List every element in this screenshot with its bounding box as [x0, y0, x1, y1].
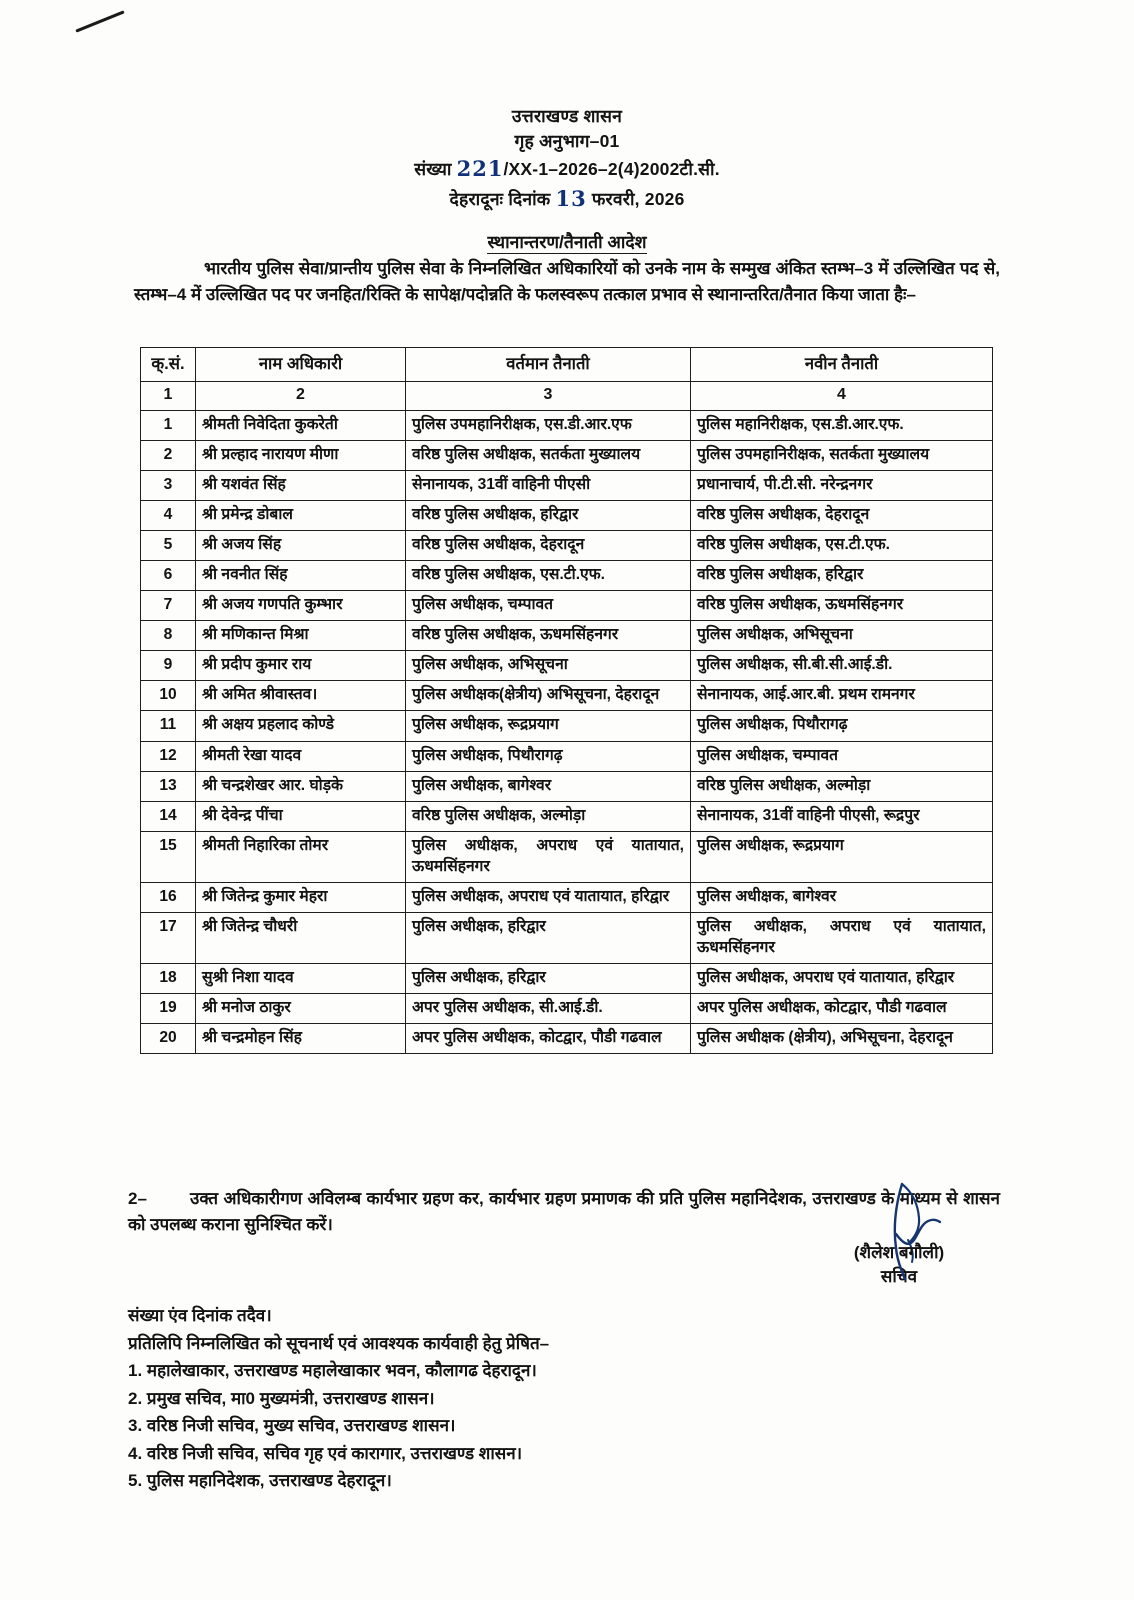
copy-forwarded-line: प्रतिलिपि निम्नलिखित को सूचनार्थ एवं आवश्यक कार्यवाही हेतु प्रेषित–	[128, 1333, 550, 1353]
cell-current-posting: पुलिस अधीक्षक, अभिसूचना	[406, 651, 691, 681]
cell-current-posting: अपर पुलिस अधीक्षक, सी.आई.डी.	[406, 993, 691, 1023]
cell-current-posting: पुलिस अधीक्षक(क्षेत्रीय) अभिसूचना, देहरादून	[406, 681, 691, 711]
table-row	[141, 993, 993, 1023]
cell-officer-name: श्रीमती रेखा यादव	[196, 741, 406, 771]
table-header	[141, 348, 993, 411]
cell-serial: 20	[141, 1023, 196, 1053]
cell-current-posting: पुलिस अधीक्षक, बागेश्वर	[406, 771, 691, 801]
cell-new-posting: सेनानायक, 31वीं वाहिनी पीएसी, रूद्रपुर	[691, 801, 993, 831]
signatory-name: (शैलेश बगौली)	[853, 1243, 945, 1262]
recipient-item: 1. महालेखाकार, उत्तराखण्ड महालेखाकार भवन, कौलागढ देहरादून।	[128, 1361, 537, 1381]
cell-new-posting: वरिष्ठ पुलिस अधीक्षक, अल्मोड़ा	[691, 771, 993, 801]
cell-officer-name: श्री यशवंत सिंह	[196, 471, 406, 501]
cell-serial: 5	[141, 531, 196, 561]
recipient-item: 5. पुलिस महानिदेशक, उत्तराखण्ड देहरादून।	[128, 1471, 392, 1491]
table-body	[141, 410, 993, 1053]
header-serial: क्.सं.	[141, 348, 196, 382]
table-column-number-row	[141, 382, 993, 411]
table-row	[141, 831, 993, 882]
cell-current-posting: वरिष्ठ पुलिस अधीक्षक, एस.टी.एफ.	[406, 561, 691, 591]
recipient-item: 4. वरिष्ठ निजी सचिव, सचिव गृह एवं कारागार, उत्तराखण्ड शासन।	[128, 1443, 523, 1463]
cell-officer-name: श्रीमती निवेदिता कुकरेती	[196, 410, 406, 440]
cell-serial: 8	[141, 621, 196, 651]
reference-number-line	[0, 154, 1134, 184]
table-row	[141, 741, 993, 771]
table-row	[141, 441, 993, 471]
cell-new-posting: वरिष्ठ पुलिस अधीक्षक, ऊधमसिंहनगर	[691, 591, 993, 621]
cell-officer-name: सुश्री निशा यादव	[196, 963, 406, 993]
cell-new-posting: पुलिस अधीक्षक, अभिसूचना	[691, 621, 993, 651]
document-header	[0, 104, 1134, 213]
cell-officer-name: श्री अजय सिंह	[196, 531, 406, 561]
cell-new-posting: वरिष्ठ पुलिस अधीक्षक, हरिद्वार	[691, 561, 993, 591]
cell-officer-name: श्री चन्द्रशेखर आर. घोड़के	[196, 771, 406, 801]
order-title-text: स्थानान्तरण/तैनाती आदेश	[487, 232, 647, 252]
cell-serial: 4	[141, 501, 196, 531]
table-row	[141, 912, 993, 963]
column-number-3: 3	[406, 382, 691, 411]
same-number-date-line: संख्या एंव दिनांक तदैव।	[128, 1306, 272, 1325]
table-row	[141, 771, 993, 801]
table-row	[141, 681, 993, 711]
column-number-1: 1	[141, 382, 196, 411]
cell-officer-name: श्री प्रल्हाद नारायण मीणा	[196, 441, 406, 471]
date-handwritten: 13	[555, 185, 587, 211]
cell-new-posting: पुलिस महानिरीक्षक, एस.डी.आर.एफ.	[691, 410, 993, 440]
table-row	[141, 801, 993, 831]
cell-serial: 15	[141, 831, 196, 882]
number-rest: /XX-1–2026–2(4)2002टी.सी.	[503, 158, 720, 179]
cell-current-posting: पुलिस अधीक्षक, अपराध एवं यातायात, हरिद्वार	[406, 882, 691, 912]
cell-officer-name: श्री जितेन्द्र कुमार मेहरा	[196, 882, 406, 912]
cell-serial: 16	[141, 882, 196, 912]
cell-officer-name: श्री मणिकान्त मिश्रा	[196, 621, 406, 651]
cell-serial: 6	[141, 561, 196, 591]
number-handwritten: 221	[456, 155, 504, 181]
cell-current-posting: पुलिस उपमहानिरीक्षक, एस.डी.आर.एफ	[406, 410, 691, 440]
cell-officer-name: श्री देवेन्द्र पींचा	[196, 801, 406, 831]
header-officer-name: नाम अधिकारी	[196, 348, 406, 382]
cell-current-posting: अपर पुलिस अधीक्षक, कोटद्वार, पौडी गढवाल	[406, 1023, 691, 1053]
number-label: संख्या	[414, 158, 452, 179]
cell-new-posting: वरिष्ठ पुलिस अधीक्षक, देहरादून	[691, 501, 993, 531]
cell-new-posting: अपर पुलिस अधीक्षक, कोटद्वार, पौडी गढवाल	[691, 993, 993, 1023]
transfer-posting-table	[140, 347, 993, 1054]
cell-current-posting: पुलिस अधीक्षक, हरिद्वार	[406, 963, 691, 993]
cell-current-posting: वरिष्ठ पुलिस अधीक्षक, हरिद्वार	[406, 501, 691, 531]
clause-2-marker: 2–	[128, 1189, 147, 1208]
cell-new-posting: पुलिस अधीक्षक, बागेश्वर	[691, 882, 993, 912]
cell-current-posting: पुलिस अधीक्षक, रूद्रप्रयाग	[406, 711, 691, 741]
cell-new-posting: पुलिस अधीक्षक, चम्पावत	[691, 741, 993, 771]
table-row	[141, 471, 993, 501]
cell-new-posting: वरिष्ठ पुलिस अधीक्षक, एस.टी.एफ.	[691, 531, 993, 561]
header-current-posting: वर्तमान तैनाती	[406, 348, 691, 382]
column-number-2: 2	[196, 382, 406, 411]
table-row	[141, 1023, 993, 1053]
cell-current-posting: सेनानायक, 31वीं वाहिनी पीएसी	[406, 471, 691, 501]
cell-current-posting: वरिष्ठ पुलिस अधीक्षक, सतर्कता मुख्यालय	[406, 441, 691, 471]
table-row	[141, 711, 993, 741]
order-title	[0, 230, 1134, 254]
cell-new-posting: प्रधानाचार्य, पी.टी.सी. नरेन्द्रनगर	[691, 471, 993, 501]
cell-serial: 18	[141, 963, 196, 993]
table-row	[141, 501, 993, 531]
table-header-row	[141, 348, 993, 382]
organization-name: उत्तराखण्ड शासन	[511, 106, 623, 126]
table-row	[141, 963, 993, 993]
table-row	[141, 591, 993, 621]
cell-new-posting: पुलिस अधीक्षक, रूद्रप्रयाग	[691, 831, 993, 882]
cell-serial: 11	[141, 711, 196, 741]
cell-current-posting: पुलिस अधीक्षक, चम्पावत	[406, 591, 691, 621]
cell-serial: 2	[141, 441, 196, 471]
intro-paragraph: भारतीय पुलिस सेवा/प्रान्तीय पुलिस सेवा के निम्नलिखित अधिकारियों को उनके नाम के सम्मुख अंकित स्तम्भ–3 में उल्लिखित पद से, स्तम्भ–4 में उल्लिखित पद पर जनहित/रिक्ति के सापेक्ष/पदोन्नति के फलस्वरूप तत्काल प्रभाव से स्थानान्तरित/तैनात किया जाता हैः–	[134, 259, 1000, 304]
cell-new-posting: पुलिस अधीक्षक (क्षेत्रीय), अभिसूचना, देहरादून	[691, 1023, 993, 1053]
clause-2-paragraph	[128, 1186, 1000, 1237]
cell-serial: 19	[141, 993, 196, 1023]
clause-2-text: उक्त अधिकारीगण अविलम्ब कार्यभार ग्रहण कर, कार्यभार ग्रहण प्रमाणक की प्रति पुलिस महानिदेशक, उत्तराखण्ड के माध्यम से शासन को उपलब्ध कराना सुनिश्चित करें।	[128, 1189, 1000, 1234]
cell-officer-name: श्री प्रदीप कुमार राय	[196, 651, 406, 681]
column-number-4: 4	[691, 382, 993, 411]
cell-new-posting: पुलिस अधीक्षक, अपराध एवं यातायात, ऊधमसिंहनगर	[691, 912, 993, 963]
cell-current-posting: वरिष्ठ पुलिस अधीक्षक, ऊधमसिंहनगर	[406, 621, 691, 651]
recipient-item: 2. प्रमुख सचिव, मा0 मुख्यमंत्री, उत्तराखण्ड शासन।	[128, 1388, 435, 1408]
cell-officer-name: श्री प्रमेन्द्र डोबाल	[196, 501, 406, 531]
table-row	[141, 651, 993, 681]
table-row	[141, 882, 993, 912]
cell-serial: 10	[141, 681, 196, 711]
cell-serial: 13	[141, 771, 196, 801]
cell-officer-name: श्रीमती निहारिका तोमर	[196, 831, 406, 882]
department-section: गृह अनुभाग–01	[514, 130, 620, 151]
table-row	[141, 621, 993, 651]
cell-current-posting: वरिष्ठ पुलिस अधीक्षक, देहरादून	[406, 531, 691, 561]
date-rest: फरवरी, 2026	[591, 188, 685, 209]
cell-new-posting: पुलिस अधीक्षक, पिथौरागढ़	[691, 711, 993, 741]
cell-serial: 14	[141, 801, 196, 831]
cell-current-posting: पुलिस अधीक्षक, पिथौरागढ़	[406, 741, 691, 771]
place-date-line	[0, 184, 1134, 214]
copy-distribution-block	[128, 1302, 888, 1495]
cell-current-posting: पुलिस अधीक्षक, अपराध एवं यातायात, ऊधमसिंहनगर	[406, 831, 691, 882]
cell-serial: 3	[141, 471, 196, 501]
cell-serial: 9	[141, 651, 196, 681]
cell-officer-name: श्री नवनीत सिंह	[196, 561, 406, 591]
cell-officer-name: श्री अक्षय प्रहलाद कोण्डे	[196, 711, 406, 741]
cell-officer-name: श्री अजय गणपति कुम्भार	[196, 591, 406, 621]
signatory-designation: सचिव	[880, 1267, 918, 1286]
place-date-label: देहरादूनः दिनांक	[449, 188, 551, 209]
cell-serial: 12	[141, 741, 196, 771]
cell-new-posting: सेनानायक, आई.आर.बी. प्रथम रामनगर	[691, 681, 993, 711]
cell-officer-name: श्री चन्द्रमोहन सिंह	[196, 1023, 406, 1053]
table-row	[141, 410, 993, 440]
recipient-item: 3. वरिष्ठ निजी सचिव, मुख्य सचिव, उत्तराखण्ड शासन।	[128, 1416, 456, 1436]
cell-officer-name: श्री मनोज ठाकुर	[196, 993, 406, 1023]
table-row	[141, 561, 993, 591]
signature-block	[784, 1240, 1014, 1287]
cell-serial: 17	[141, 912, 196, 963]
cell-serial: 1	[141, 410, 196, 440]
cell-current-posting: वरिष्ठ पुलिस अधीक्षक, अल्मोड़ा	[406, 801, 691, 831]
header-new-posting: नवीन तैनाती	[691, 348, 993, 382]
cell-officer-name: श्री जितेन्द्र चौधरी	[196, 912, 406, 963]
cell-officer-name: श्री अमित श्रीवास्तव।	[196, 681, 406, 711]
cell-new-posting: पुलिस अधीक्षक, अपराध एवं यातायात, हरिद्वार	[691, 963, 993, 993]
cell-current-posting: पुलिस अधीक्षक, हरिद्वार	[406, 912, 691, 963]
cell-new-posting: पुलिस उपमहानिरीक्षक, सतर्कता मुख्यालय	[691, 441, 993, 471]
cell-serial: 7	[141, 591, 196, 621]
cell-new-posting: पुलिस अधीक्षक, सी.बी.सी.आई.डी.	[691, 651, 993, 681]
table-row	[141, 531, 993, 561]
